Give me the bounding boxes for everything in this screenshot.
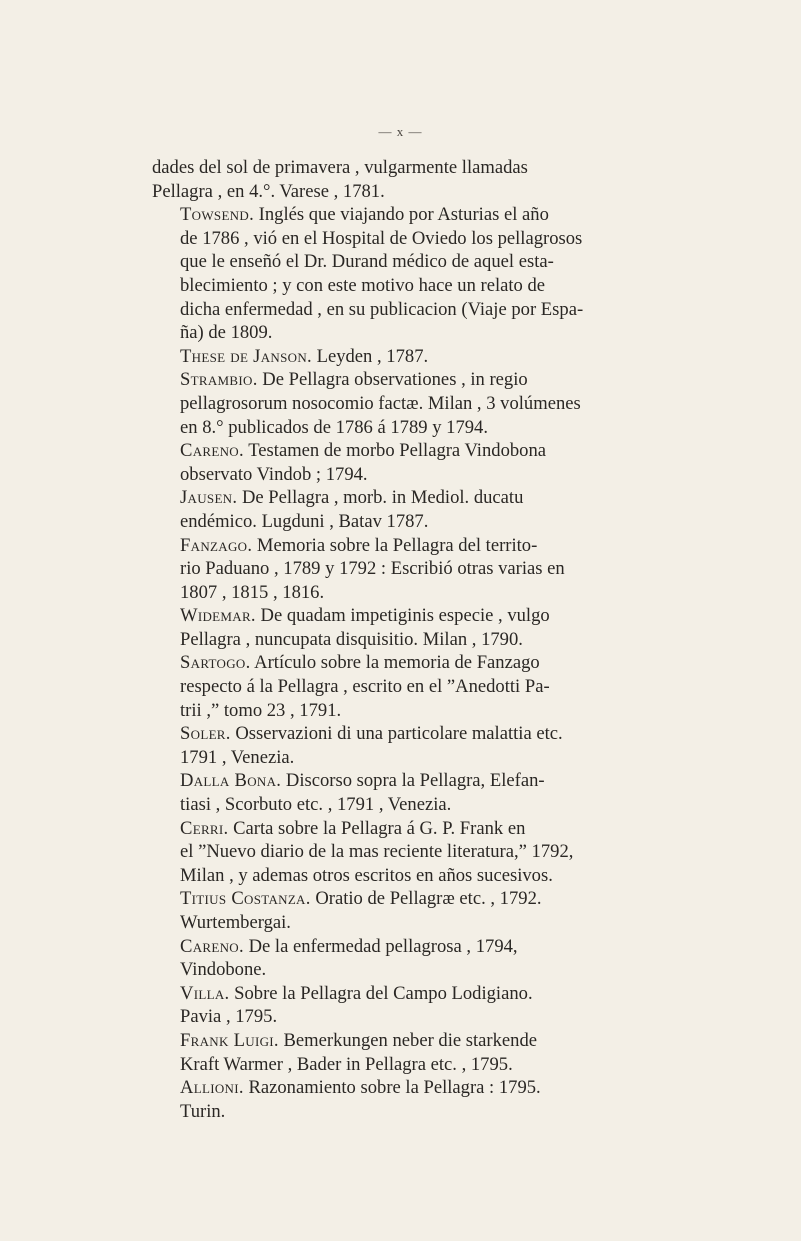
- entry-author: Fanzago.: [180, 534, 253, 556]
- text-line: de 1786 , vió en el Hospital de Oviedo los pellagrosos: [180, 227, 583, 249]
- text-line: Pellagra , nuncupata disquisitio. Milan , 1790.: [180, 628, 523, 650]
- entry-author: Soler.: [180, 723, 231, 745]
- text-line: observato Vindob ; 1794.: [180, 463, 368, 485]
- text-line: trii ,” tomo 23 , 1791.: [180, 699, 342, 721]
- bibliography-entry: [152, 887, 682, 934]
- bibliography-entry: [152, 935, 682, 982]
- text-line: 1791 , Venezia.: [180, 746, 295, 768]
- entry-author: Careno.: [180, 935, 244, 957]
- bibliography-entry: [152, 604, 682, 651]
- text-line: Razonamiento sobre la Pellagra : 1795.: [243, 1077, 541, 1099]
- bibliography-entry: [152, 1029, 682, 1076]
- bibliography-entry: [152, 156, 682, 203]
- entry-author: Cerri.: [180, 817, 229, 839]
- entry-author: Strambio.: [180, 369, 258, 391]
- bibliography-entry: [152, 651, 682, 722]
- text-line: en 8.° publicados de 1786 á 1789 y 1794.: [180, 416, 488, 438]
- text-line: ña) de 1809.: [180, 322, 273, 344]
- text-line: De Pellagra , morb. in Mediol. ducatu: [237, 487, 524, 509]
- text-line: De Pellagra observationes , in regio: [257, 369, 528, 391]
- bibliography-entry: [152, 1076, 682, 1123]
- text-line: blecimiento ; y con este motivo hace un relato de: [180, 274, 546, 296]
- text-line: Turin.: [180, 1100, 226, 1122]
- text-line: Pavia , 1795.: [180, 1006, 278, 1028]
- bibliography-entry: [152, 722, 682, 769]
- text-line: Inglés que viajando por Asturias el año: [254, 204, 549, 226]
- entry-author: Titius Costanza.: [180, 888, 311, 910]
- text-line: Wurtembergai.: [180, 912, 291, 933]
- bibliography-entry: [152, 203, 682, 345]
- entry-author: Villa.: [180, 982, 230, 1004]
- entry-author: These de Janson.: [180, 345, 312, 367]
- bibliography-entry: [152, 817, 682, 888]
- text-line: Vindobone.: [180, 959, 267, 981]
- page-number: — x —: [378, 124, 423, 139]
- bibliography-entry: [152, 345, 682, 369]
- text-line: que le enseñó el Dr. Durand médico de aquel esta-: [180, 251, 554, 273]
- entry-author: Jausen.: [180, 487, 238, 509]
- bibliography-entry: [152, 769, 682, 816]
- entry-author: Widemar.: [180, 605, 256, 627]
- text-line: Milan , y ademas otros escritos en años sucesivos.: [180, 864, 553, 886]
- text-line: Memoria sobre la Pellagra del territo-: [252, 534, 538, 556]
- bibliography-entry: [152, 439, 682, 486]
- text-line: 1807 , 1815 , 1816.: [180, 581, 325, 603]
- text-line: dicha enfermedad , en su publicacion (Viaje por Espa-: [180, 298, 584, 320]
- text-line: dades del sol de primavera , vulgarmente llamadas: [152, 157, 528, 178]
- bibliography-entry: [152, 486, 682, 533]
- bibliography-entry: [152, 368, 682, 439]
- entry-author: Allioni.: [180, 1077, 244, 1099]
- text-line: el ”Nuevo diario de la mas reciente literatura,” 1792,: [180, 841, 574, 863]
- text-line: De la enfermedad pellagrosa , 1794,: [243, 935, 518, 957]
- bibliography-entry: [152, 982, 682, 1029]
- text-line: Carta sobre la Pellagra á G. P. Frank en: [228, 817, 526, 839]
- bibliography-entry: [152, 534, 682, 605]
- bibliography-text: [152, 156, 682, 1123]
- entry-author: Frank Luigi.: [180, 1029, 279, 1051]
- text-line: Oratio de Pellagræ etc. , 1792.: [310, 888, 542, 910]
- text-line: respecto á la Pellagra , escrito en el ”Anedotti Pa-: [180, 676, 550, 698]
- text-line: endémico. Lugduni , Batav 1787.: [180, 510, 429, 532]
- entry-author: Towsend.: [180, 204, 255, 226]
- text-line: Pellagra , en 4.°. Varese , 1781.: [152, 180, 385, 202]
- text-line: De quadam impetiginis especie , vulgo: [255, 605, 550, 627]
- entry-author: Sartogo.: [180, 652, 251, 674]
- text-line: Kraft Warmer , Bader in Pellagra etc. , 1795.: [180, 1053, 513, 1075]
- text-line: Testamen de morbo Pellagra Vindobona: [243, 440, 547, 462]
- text-line: Sobre la Pellagra del Campo Lodigiano.: [229, 982, 533, 1004]
- text-line: Bemerkungen neber die starkende: [278, 1029, 538, 1051]
- text-line: Artículo sobre la memoria de Fanzago: [250, 652, 540, 674]
- text-line: rio Paduano , 1789 y 1792 : Escribió otras varias en: [180, 558, 565, 580]
- text-line: Osservazioni di una particolare malattia etc.: [230, 723, 563, 745]
- text-line: Leyden , 1787.: [311, 345, 429, 367]
- text-line: Discorso sopra la Pellagra, Elefan-: [281, 770, 545, 792]
- entry-author: Dalla Bona.: [180, 770, 282, 792]
- entry-author: Careno.: [180, 440, 244, 462]
- text-line: tiasi , Scorbuto etc. , 1791 , Venezia.: [180, 794, 452, 816]
- text-line: pellagrosorum nosocomio factæ. Milan , 3 volúmenes: [180, 392, 581, 414]
